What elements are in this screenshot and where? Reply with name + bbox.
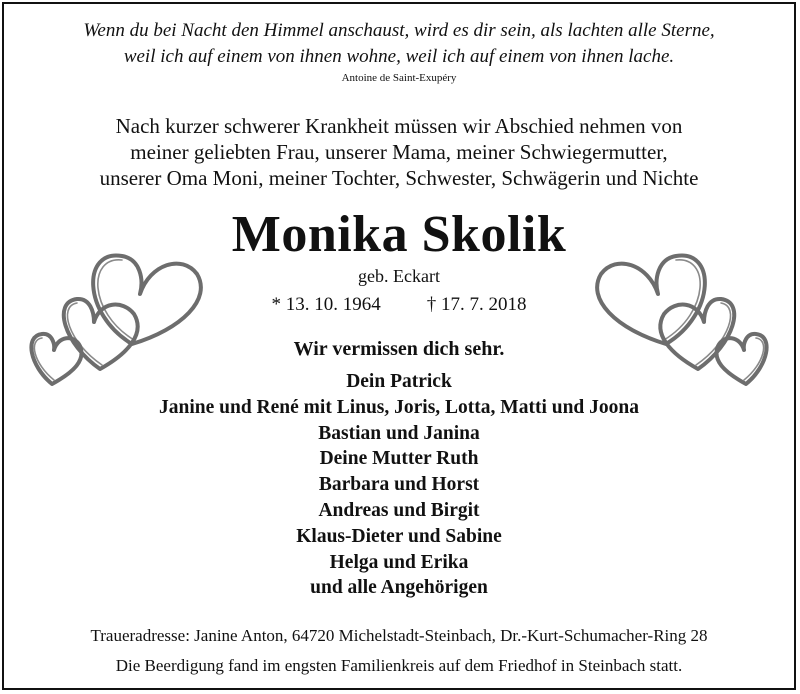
intro-line-2: meiner geliebten Frau, unserer Mama, meiner Schwiegermutter,: [130, 140, 668, 164]
birth-date: * 13. 10. 1964: [271, 294, 381, 315]
mourner-line: Deine Mutter Ruth: [319, 448, 479, 470]
quote-line-1: Wenn du bei Nacht den Himmel anschaust, wird es dir sein, als lachten alle Sterne,: [83, 20, 715, 41]
mourners-list: [4, 369, 794, 601]
funeral-note: Die Beerdigung fand im engsten Familienkreis auf dem Friedhof in Steinbach statt.: [115, 656, 683, 675]
mourning-address: Traueradresse: Janine Anton, 64720 Michelstadt-Steinbach, Dr.-Kurt-Schumacher-Ring 28: [90, 626, 708, 645]
message: Wir vermissen dich sehr.: [293, 338, 505, 360]
mourner-line: und alle Angehörigen: [310, 577, 488, 599]
intro-text: [4, 113, 794, 191]
quote: [4, 18, 794, 70]
intro-line-1: Nach kurzer schwerer Krankheit müssen wir Abschied nehmen von: [115, 114, 683, 138]
birth-name: geb. Eckart: [358, 266, 440, 286]
mourner-line: Dein Patrick: [346, 371, 452, 392]
deceased-name: Monika Skolik: [231, 206, 567, 263]
quote-line-2: weil ich auf einem von ihnen wohne, weil ich auf einem von ihnen lache.: [123, 46, 675, 67]
mourner-line: Helga und Erika: [329, 551, 469, 573]
mourner-line: Janine und René mit Linus, Joris, Lotta, Matti und Joona: [159, 396, 639, 418]
intro-line-3: unserer Oma Moni, meiner Tochter, Schwester, Schwägerin und Nichte: [99, 166, 699, 190]
death-date: † 17. 7. 2018: [426, 294, 527, 315]
mourner-line: Klaus-Dieter und Sabine: [296, 525, 502, 547]
mourner-line: Bastian und Janina: [318, 422, 480, 444]
quote-author: Antoine de Saint-Exupéry: [341, 72, 457, 84]
mourner-line: Andreas und Birgit: [318, 499, 480, 521]
obituary-card: [2, 2, 796, 690]
mourner-line: Barbara und Horst: [318, 474, 480, 496]
